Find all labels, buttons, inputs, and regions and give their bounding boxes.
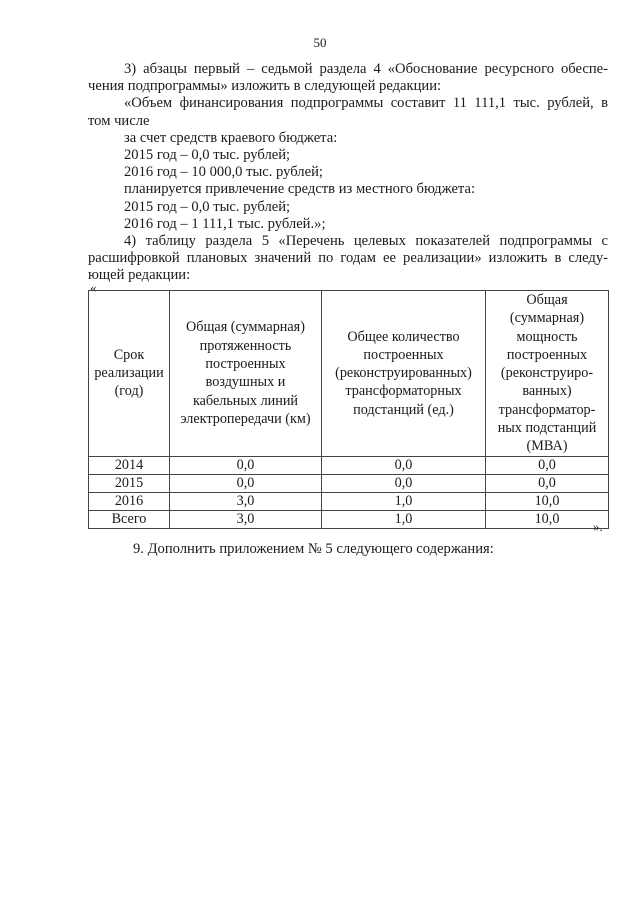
cell-year: 2016 (89, 492, 170, 510)
cell-substation-power: 0,0 (486, 474, 609, 492)
cell-substation-count: 0,0 (322, 456, 486, 474)
text-line: том числе (88, 112, 150, 129)
table-close-quote: ». (593, 519, 603, 534)
text-line: расшифровкой плановых значений по годам ее реализации» изложить в следу- (88, 250, 608, 267)
text-line: 4) таблицу раздела 5 «Перечень целевых показателей подпрограммы с (124, 233, 608, 249)
table-header-row (89, 291, 609, 457)
text-line: за счет средств краевого бюджета: (124, 129, 338, 146)
cell-substation-power: 0,0 (486, 456, 609, 474)
cell-year: 2015 (89, 474, 170, 492)
table-row (89, 456, 609, 474)
text-line: чения подпрограммы» изложить в следующей редакции: (88, 78, 442, 95)
header-line-length: Общая (суммарная) протяженность построенных воздушных и кабельных линий электропередачи (км) (170, 291, 322, 457)
cell-substation-count: 0,0 (322, 474, 486, 492)
text-line: 3) абзацы первый – седьмой раздела 4 «Обоснование ресурсного обеспе- (124, 61, 608, 77)
cell-substation-power: 10,0 (486, 492, 609, 510)
text-line: 2016 год – 1 111,1 тыс. рублей.»; (124, 215, 326, 232)
text-line: планируется привлечение средств из местного бюджета: (124, 181, 476, 198)
targets-table (88, 290, 609, 529)
section-9-paragraph: 9. Дополнить приложением № 5 следующего содержания: (133, 541, 494, 557)
cell-line-length: 3,0 (170, 510, 322, 528)
text-line: ющей редакции: (88, 267, 191, 284)
cell-substation-power: 10,0 (486, 510, 609, 528)
cell-year: Всего (89, 510, 170, 528)
header-substation-count: Общее количество построенных (реконструированных) трансформаторных подстанций (ед.) (322, 291, 486, 457)
header-period: Срок реализации (год) (89, 291, 170, 457)
cell-line-length: 0,0 (170, 474, 322, 492)
cell-year: 2014 (89, 456, 170, 474)
cell-line-length: 3,0 (170, 492, 322, 510)
header-substation-power: Общая (суммарная) мощность построенных (реконструиро- ванных) трансформатор- ных подстанций (МВА) (486, 291, 609, 457)
text-line: «Объем финансирования подпрограммы составит 11 111,1 тыс. рублей, в (124, 95, 608, 112)
cell-substation-count: 1,0 (322, 492, 486, 510)
text-line: 2016 год – 10 000,0 тыс. рублей; (124, 164, 323, 181)
cell-line-length: 0,0 (170, 456, 322, 474)
table-row (89, 474, 609, 492)
text-line: 2015 год – 0,0 тыс. рублей; (124, 198, 291, 215)
text-line: 2015 год – 0,0 тыс. рублей; (124, 147, 291, 163)
table-open-quote: « (90, 280, 97, 295)
cell-substation-count: 1,0 (322, 510, 486, 528)
table-row-total (89, 510, 609, 528)
page-number: 50 (313, 35, 327, 50)
table-row (89, 492, 609, 510)
